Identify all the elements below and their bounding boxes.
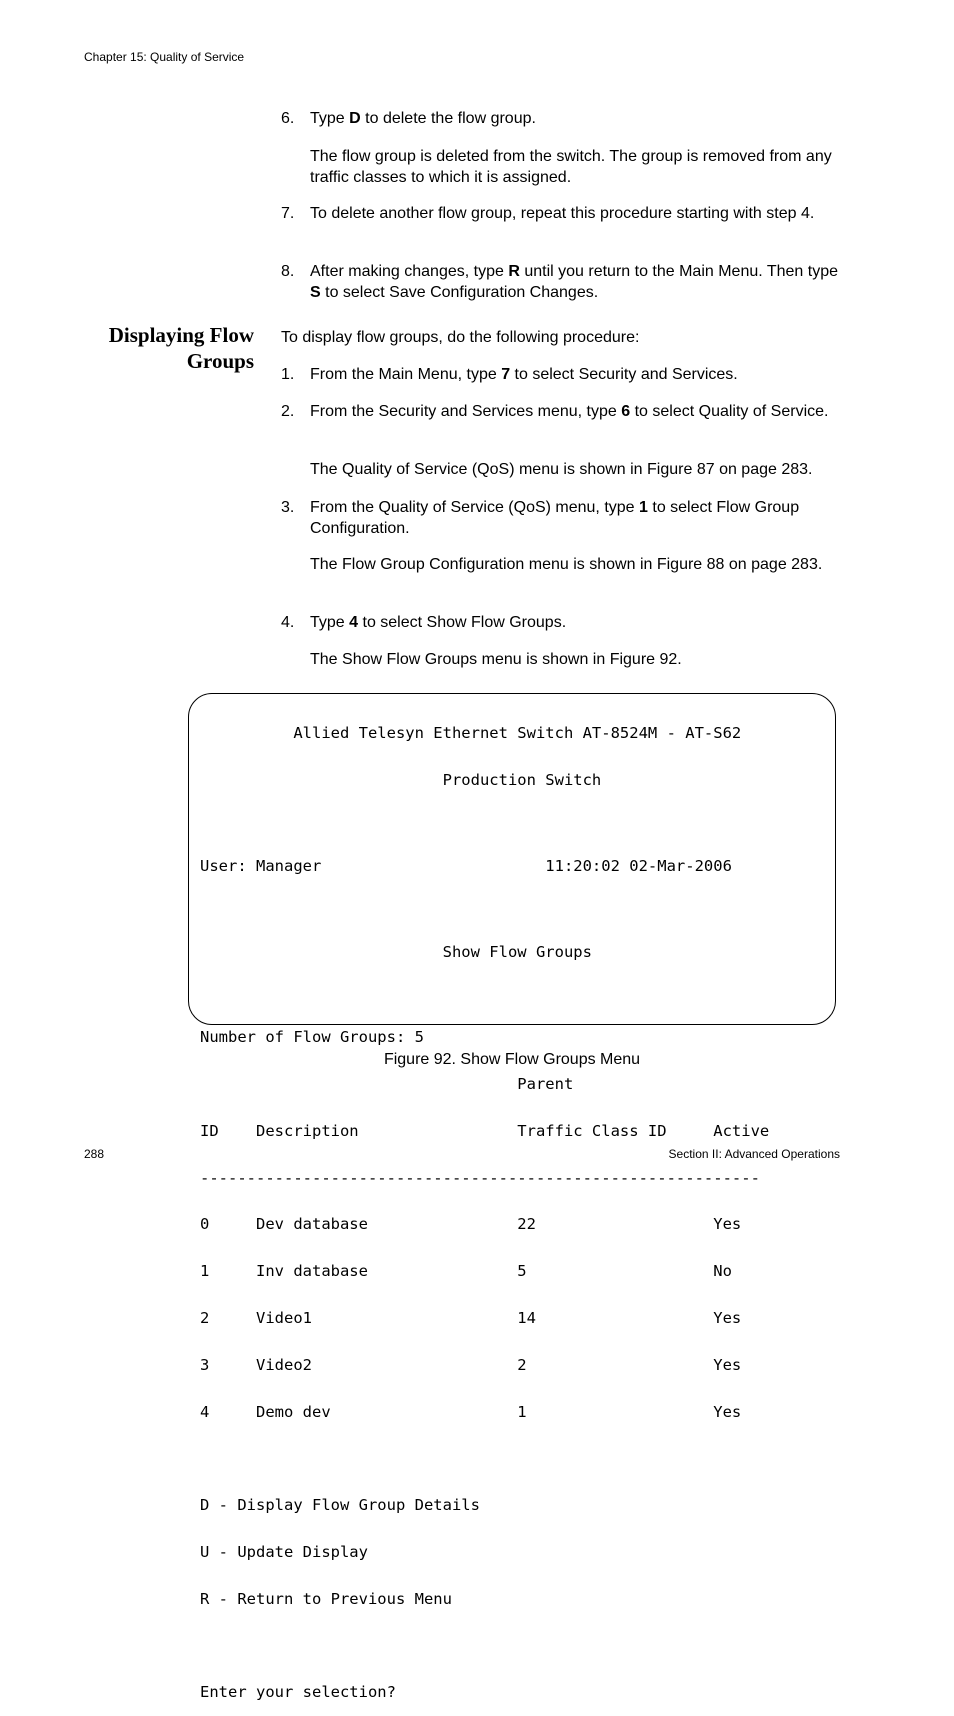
section-heading [60,322,254,374]
key-letter: R [508,263,520,280]
terminal-divider: ------------------------------------------------------------ [200,1168,760,1187]
step-text: to select Save Configuration Changes. [320,284,599,301]
terminal-title: Allied Telesyn Ethernet Switch AT-8524M - AT-S62 [200,724,742,743]
step-8 [281,261,843,303]
procedure-step-2 [281,401,843,422]
terminal-user-line: User: Manager 11:20:02 02-Mar-2006 [200,856,732,875]
step-text: From the Security and Services menu, type [310,403,622,420]
step-text: to delete the flow group. [360,110,536,127]
running-header: Chapter 15: Quality of Service [84,50,245,64]
procedure-step-3 [281,497,843,539]
terminal-table-row: 0 Dev database 22 Yes [200,1215,742,1234]
step-text: until you return to the Main Menu. Then type [519,263,838,280]
terminal-table-row: 1 Inv database 5 No [200,1262,732,1281]
terminal-column-header: ID Description Traffic Class ID Active [200,1121,770,1140]
terminal-prompt: Enter your selection? [200,1683,396,1702]
terminal-menu-title: Show Flow Groups [200,942,592,961]
step-text: to select Quality of Service. [630,403,829,420]
step-number: 2. [281,403,295,420]
step-text: to select Security and Services. [510,366,738,383]
step-text: Type [310,110,350,127]
step-number: 7. [281,205,295,222]
key-letter: D [349,110,361,127]
step-text: Type [310,614,350,631]
procedure-step-4-result: The Show Flow Groups menu is shown in Figure 92. [310,651,682,668]
procedure-step-3-result: The Flow Group Configuration menu is shown in Figure 88 on page 283. [310,556,823,573]
section-intro: To display flow groups, do the following procedure: [281,329,640,346]
key-letter: 7 [501,366,511,383]
step-number: 6. [281,110,295,127]
step-7 [281,203,843,224]
step-number: 8. [281,263,295,280]
key-letter: 6 [621,403,631,420]
terminal-option: D - Display Flow Group Details [200,1496,480,1515]
step-number: 4. [281,614,295,631]
step-text: To delete another flow group, repeat this procedure starting with step 4. [310,205,815,222]
step-6 [281,108,843,129]
step-text: After making changes, type [310,263,509,280]
terminal-column-parent: Parent [200,1075,574,1094]
figure-caption: Figure 92. Show Flow Groups Menu [383,1051,641,1068]
step-number: 3. [281,499,295,516]
heading-line: Groups [186,349,254,373]
terminal-table-row: 4 Demo dev 1 Yes [200,1402,742,1421]
key-letter: 4 [349,614,359,631]
step-text: to select Show Flow Groups. [358,614,567,631]
step-text: From the Main Menu, type [310,366,502,383]
procedure-step-2-result: The Quality of Service (QoS) menu is shown in Figure 87 on page 283. [310,461,813,478]
procedure-step-4 [281,612,843,633]
step-number: 1. [281,366,295,383]
terminal-subtitle: Production Switch [200,770,602,789]
step-text: From the Quality of Service (QoS) menu, type [310,499,640,516]
terminal-option: U - Update Display [200,1542,368,1561]
terminal-table-row: 3 Video2 2 Yes [200,1355,742,1374]
terminal-count-line: Number of Flow Groups: 5 [200,1028,424,1047]
page-number: 288 [84,1147,105,1161]
step-text: to select Flow Group Configuration. [310,499,800,537]
key-letter: S [310,284,321,301]
terminal-table-row: 2 Video1 14 Yes [200,1308,742,1327]
terminal-option: R - Return to Previous Menu [200,1589,452,1608]
heading-line: Displaying Flow [108,323,254,347]
footer-section: Section II: Advanced Operations [668,1147,840,1161]
step-6-result: The flow group is deleted from the switch. The group is removed from any traffic classes to which it is assigned. [310,148,832,186]
terminal-screen [200,695,769,1716]
procedure-step-1 [281,364,843,385]
key-letter: 1 [639,499,648,516]
